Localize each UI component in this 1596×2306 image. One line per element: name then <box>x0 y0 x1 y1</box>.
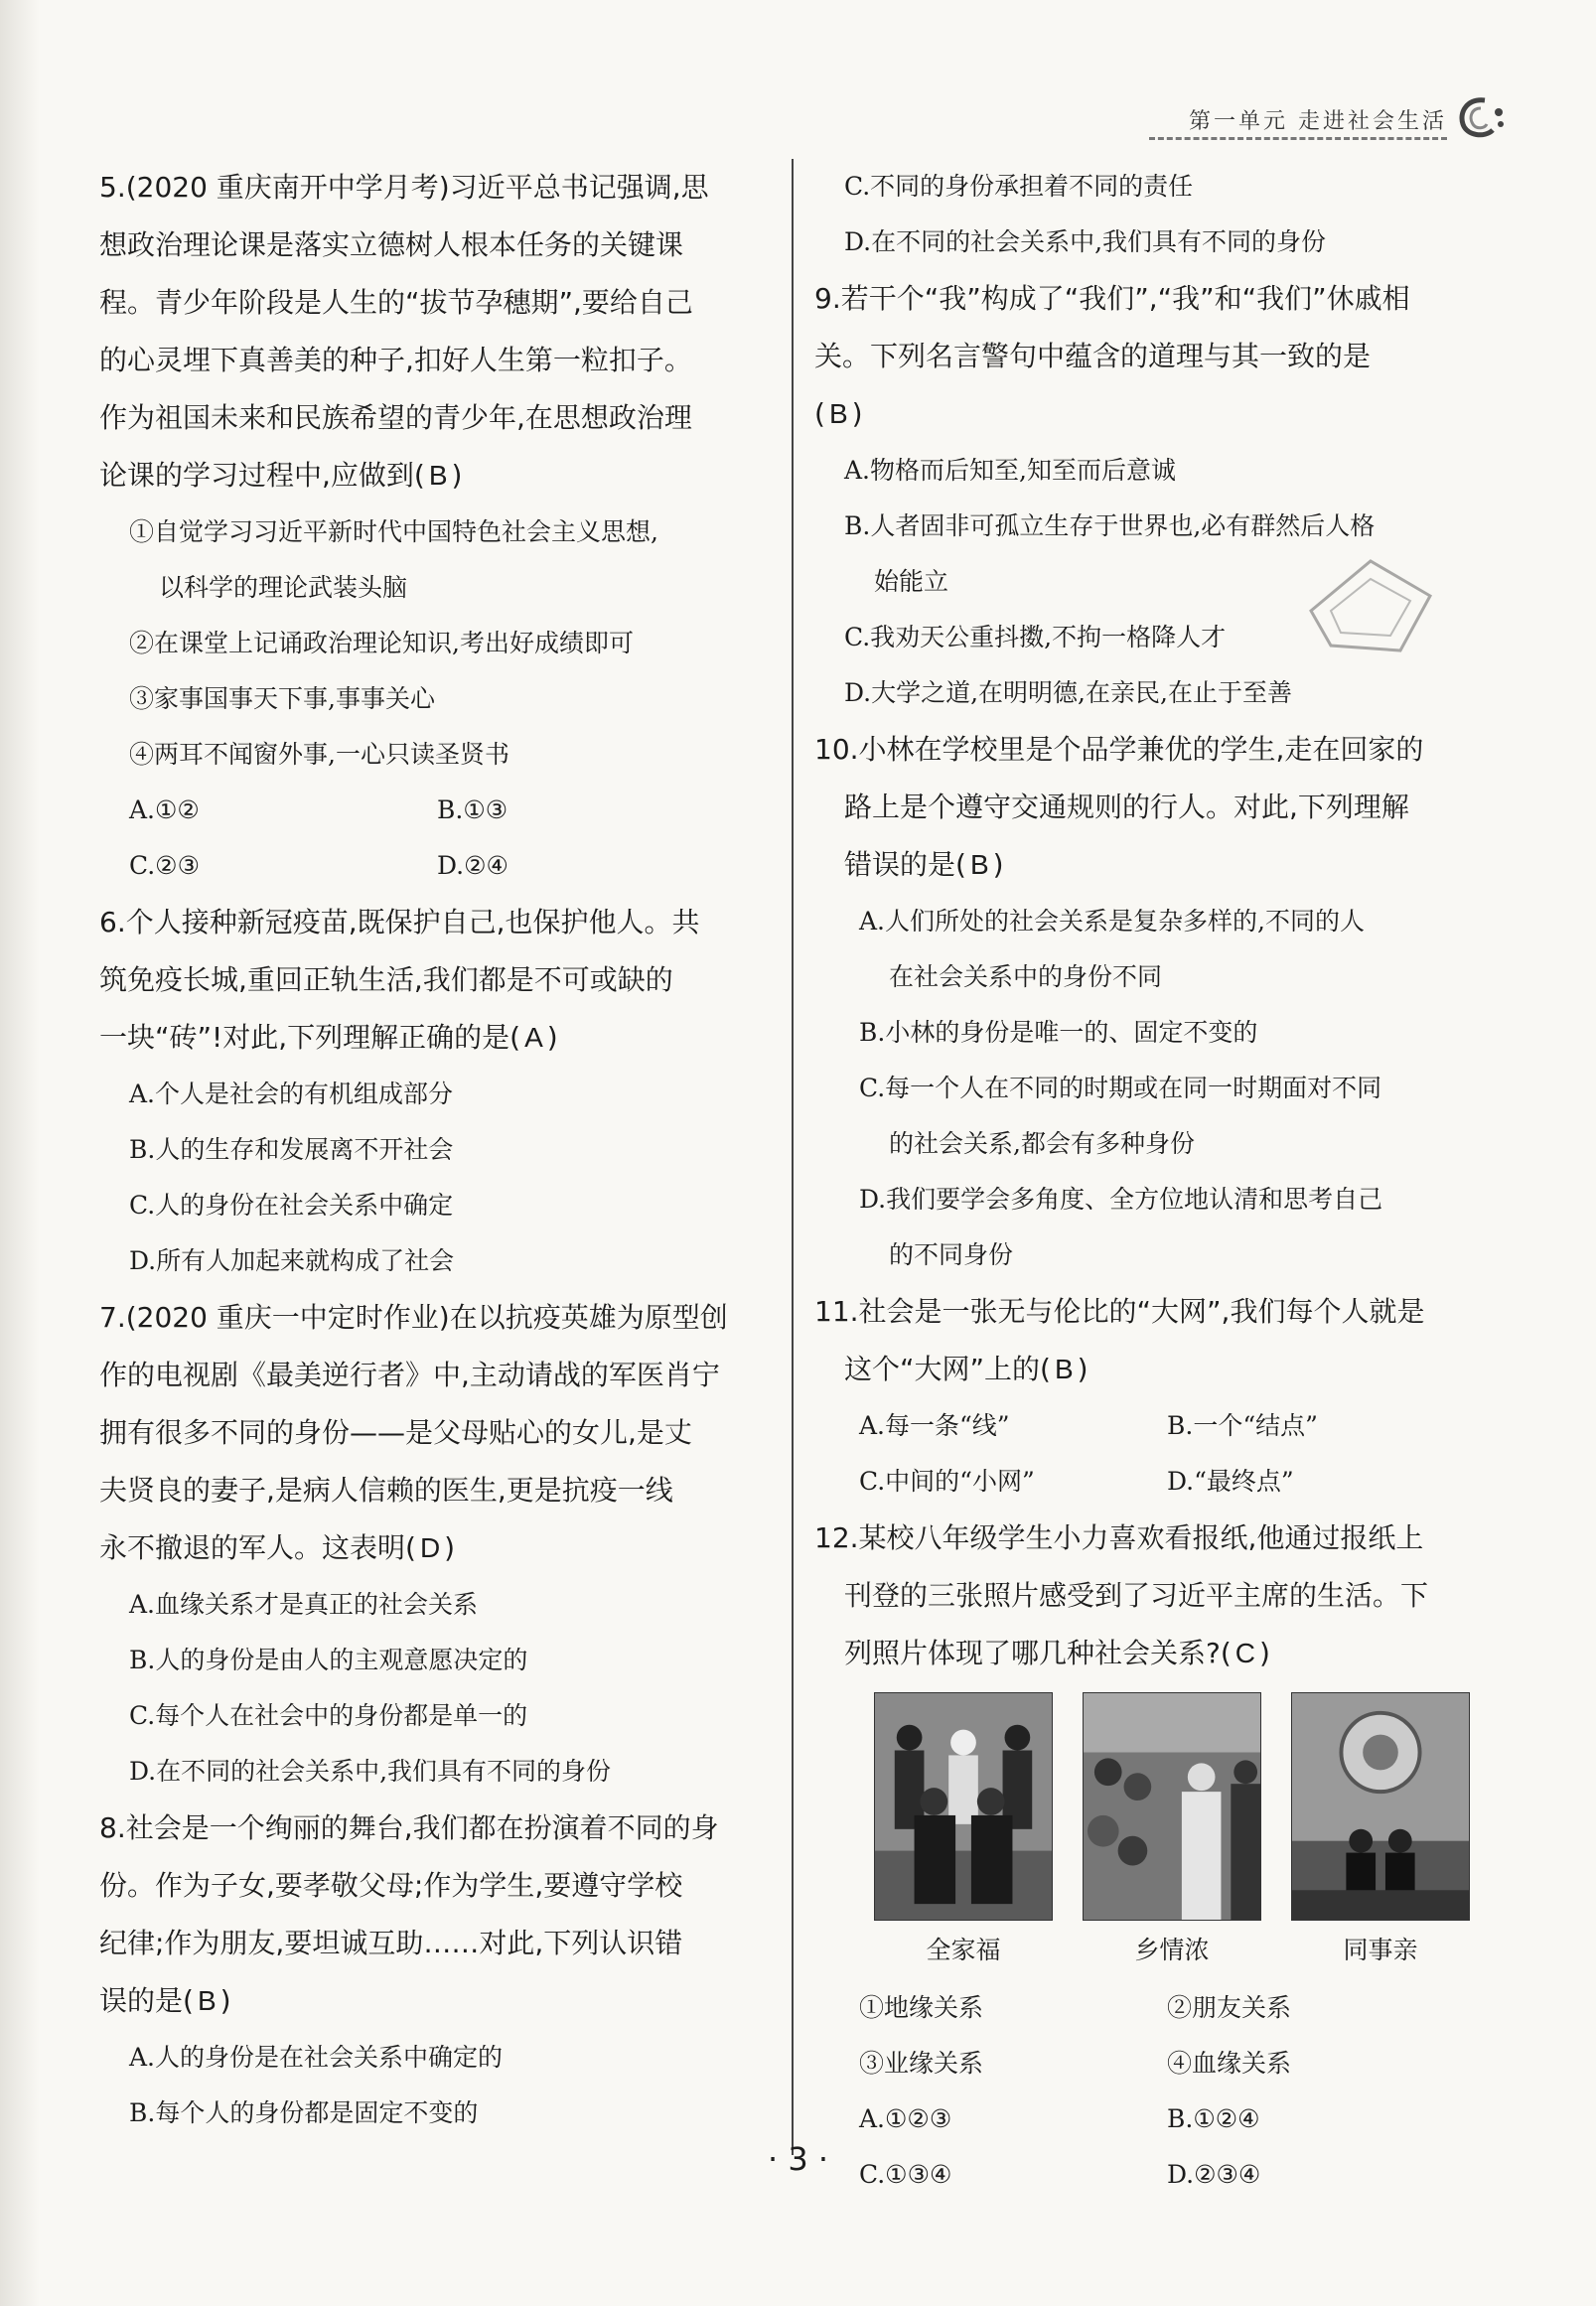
question-8 <box>99 1800 775 2141</box>
statement-item: ②在课堂上记诵政治理论知识,考出好成绩即可 <box>129 629 634 657</box>
hometown-photo <box>1083 1692 1261 1921</box>
option-continuation: 的社会关系,都会有多种身份 <box>889 1129 1195 1158</box>
question-5 <box>99 159 775 894</box>
option: B.①②④ <box>1167 2104 1260 2133</box>
option: C.我劝天公重抖擞,不拘一格降人才 <box>844 623 1227 651</box>
option: B.一个“结点” <box>1167 1411 1318 1440</box>
option: A.物格而后知至,知至而后意诚 <box>844 456 1176 485</box>
colleague-photo <box>1291 1692 1470 1921</box>
option-row <box>814 2091 1510 2147</box>
option: C.不同的身份承担着不同的责任 <box>844 172 1194 201</box>
photo-captions <box>874 1921 1470 1980</box>
option: C.每一个人在不同的时期或在同一时期面对不同 <box>859 1074 1382 1102</box>
question-line: 11.社会是一张无与伦比的“大网”,我们每个人就是 <box>814 1295 1425 1328</box>
option: A.血缘关系才是真正的社会关系 <box>129 1590 479 1619</box>
question-line: 论课的学习过程中,应做到( B ) <box>99 447 775 504</box>
option: C.每个人在社会中的身份都是单一的 <box>129 1701 528 1730</box>
question-line: 5.(2020 重庆南开中学月考)习近平总书记强调,思 <box>99 171 709 204</box>
answer-mark: B <box>828 398 848 429</box>
statement-row <box>814 1980 1510 2036</box>
question-line: 关。下列名言警句中蕴含的道理与其一致的是 <box>814 340 1372 372</box>
answer-mark: B <box>969 849 989 880</box>
option-row <box>814 1454 1510 1510</box>
option: C.人的身份在社会关系中确定 <box>129 1191 454 1220</box>
question-10 <box>814 721 1510 1283</box>
option-continuation: 的不同身份 <box>889 1240 1014 1269</box>
option-row <box>99 783 775 838</box>
option-row <box>814 1398 1510 1454</box>
header-rule <box>1149 137 1447 140</box>
question-line: 一块“砖”!对此,下列理解正确的是( A ) <box>99 1009 775 1067</box>
statement-item: ④两耳不闻窗外事,一心只读圣贤书 <box>129 740 509 769</box>
option: B.人者固非可孤立生存于世界也,必有群然后人格 <box>844 511 1376 540</box>
question-line: 路上是个遵守交通规则的行人。对此,下列理解 <box>844 791 1409 823</box>
option: B.人的生存和发展离不开社会 <box>129 1135 454 1164</box>
option-continuation: 始能立 <box>874 567 949 596</box>
statement-item: ①地缘关系 <box>859 1993 984 2022</box>
statement-item: 以科学的理论武装头脑 <box>159 573 408 602</box>
page-number: · 3 · <box>767 2140 829 2178</box>
question-7 <box>99 1289 775 1800</box>
unit-title: 第一单元 走进社会生活 <box>1189 109 1447 134</box>
option: D.在不同的社会关系中,我们具有不同的身份 <box>129 1757 612 1786</box>
option: C.中间的“小网” <box>859 1467 1035 1496</box>
question-line: 列照片体现了哪几种社会关系?( C ) <box>814 1625 1510 1682</box>
question-line: 永不撤退的军人。这表明( D ) <box>99 1519 775 1577</box>
photo-caption: 同事亲 <box>1343 1936 1418 1964</box>
option: D.所有人加起来就构成了社会 <box>129 1246 455 1275</box>
left-column <box>99 159 775 2141</box>
swirl-logo-icon <box>1455 94 1507 142</box>
question-line: 6.个人接种新冠疫苗,既保护自己,也保护他人。共 <box>99 906 700 938</box>
page-header <box>1129 94 1507 149</box>
question-12 <box>814 1510 1510 2203</box>
question-line: 纪律;作为朋友,要坦诚互助……对此,下列认识错 <box>99 1927 683 1959</box>
right-column <box>814 159 1510 2203</box>
option: D.大学之道,在明明德,在亲民,在止于至善 <box>844 678 1292 707</box>
statement-item: ③家事国事天下事,事事关心 <box>129 684 435 713</box>
option: A.①② <box>129 795 200 824</box>
answer-mark: A <box>524 1022 543 1053</box>
option: C.①③④ <box>859 2160 952 2189</box>
question-6 <box>99 894 775 1289</box>
question-line: 筑免疫长城,重回正轨生活,我们都是不可或缺的 <box>99 963 673 996</box>
homework-stamp-icon <box>1301 551 1440 660</box>
question-11 <box>814 1283 1510 1510</box>
question-line: 误的是( B ) <box>99 1972 775 2030</box>
family-photo <box>874 1692 1053 1921</box>
option: B.小林的身份是唯一的、固定不变的 <box>859 1018 1258 1047</box>
answer-mark: D <box>419 1532 441 1563</box>
question-line: 想政治理论课是落实立德树人根本任务的关键课 <box>99 228 684 261</box>
answer-mark: B <box>428 460 448 491</box>
statement-item: ②朋友关系 <box>1167 1993 1292 2022</box>
option: D.②③④ <box>1167 2160 1261 2189</box>
statement-item: ①自觉学习习近平新时代中国特色社会主义思想, <box>129 517 658 546</box>
question-line: 份。作为子女,要孝敬父母;作为学生,要遵守学校 <box>99 1869 683 1902</box>
answer-mark: B <box>1054 1354 1074 1384</box>
option: D.②④ <box>437 851 508 880</box>
option-row <box>99 838 775 894</box>
statement-item: ④血缘关系 <box>1167 2049 1292 2078</box>
answer-mark: B <box>197 1985 217 2016</box>
question-line: 刊登的三张照片感受到了习近平主席的生活。下 <box>844 1579 1429 1612</box>
option: A.人们所处的社会关系是复杂多样的,不同的人 <box>859 907 1365 936</box>
photo-caption: 全家福 <box>926 1936 1001 1964</box>
option: D.“最终点” <box>1167 1467 1294 1496</box>
statement-row <box>814 2036 1510 2091</box>
option: C.②③ <box>129 851 201 880</box>
question-line: 拥有很多不同的身份——是父母贴心的女儿,是丈 <box>99 1416 692 1449</box>
option: A.每一条“线” <box>859 1411 1010 1440</box>
question-line: 夫贤良的妻子,是病人信赖的医生,更是抗疫一线 <box>99 1474 673 1507</box>
option: D.在不同的社会关系中,我们具有不同的身份 <box>844 227 1327 256</box>
question-line: 作为祖国未来和民族希望的青少年,在思想政治理 <box>99 401 692 434</box>
option: B.每个人的身份都是固定不变的 <box>129 2098 479 2127</box>
question-line: 12.某校八年级学生小力喜欢看报纸,他通过报纸上 <box>814 1521 1424 1554</box>
question-line: 8.社会是一个绚丽的舞台,我们都在扮演着不同的身 <box>99 1811 719 1844</box>
question-line: 10.小林在学校里是个品学兼优的学生,走在回家的 <box>814 733 1424 766</box>
question-line: ( B ) <box>814 385 1510 443</box>
statement-item: ③业缘关系 <box>859 2049 984 2078</box>
option-continuation: 在社会关系中的身份不同 <box>889 962 1163 991</box>
option: A.个人是社会的有机组成部分 <box>129 1080 454 1108</box>
question-line: 错误的是( B ) <box>814 836 1510 894</box>
photo-caption: 乡情浓 <box>1134 1936 1210 1964</box>
question-line: 程。青少年阶段是人生的“拔节孕穗期”,要给自己 <box>99 286 693 319</box>
answer-mark: C <box>1234 1638 1256 1668</box>
question-line: 7.(2020 重庆一中定时作业)在以抗疫英雄为原型创 <box>99 1301 728 1334</box>
question-line: 作的电视剧《最美逆行者》中,主动请战的军医肖宁 <box>99 1359 720 1391</box>
question-line: 9.若干个“我”构成了“我们”,“我”和“我们”休戚相 <box>814 282 1410 315</box>
column-divider <box>792 159 794 2155</box>
question-line: 的心灵埋下真善美的种子,扣好人生第一粒扣子。 <box>99 344 692 376</box>
option: B.人的身份是由人的主观意愿决定的 <box>129 1646 528 1674</box>
option: A.①②③ <box>859 2104 952 2133</box>
page-edge-shadow <box>0 0 40 2306</box>
question-line: 这个“大网”上的( B ) <box>814 1341 1510 1398</box>
option: A.人的身份是在社会关系中确定的 <box>129 2043 504 2072</box>
option: D.我们要学会多角度、全方位地认清和思考自己 <box>859 1185 1383 1214</box>
option: B.①③ <box>437 795 508 824</box>
photo-row <box>874 1692 1470 1921</box>
